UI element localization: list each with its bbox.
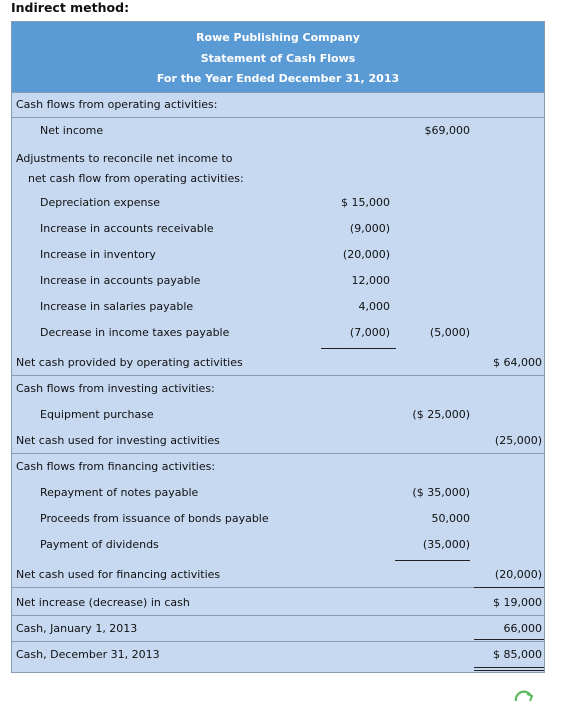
row-investing-heading: [12, 376, 544, 402]
total-rule: [474, 639, 544, 640]
subtotal-rule: [321, 348, 396, 349]
amount-col3: $ 19,000: [493, 596, 542, 609]
row-label: Adjustments to reconcile net income to: [16, 152, 233, 165]
statement-period: For the Year Ended December 31, 2013: [156, 72, 400, 85]
amount-col2: 50,000: [431, 512, 470, 525]
page-heading: Indirect method:: [11, 0, 130, 15]
row-label: Cash flows from investing activities:: [16, 382, 215, 395]
row-income-taxes-payable: [12, 320, 544, 346]
row-label: Depreciation expense: [40, 196, 160, 209]
row-accounts-receivable: [12, 216, 544, 242]
amount-col3: (25,000): [494, 434, 542, 447]
row-label: Increase in accounts receivable: [40, 222, 214, 235]
row-equipment-purchase: [12, 402, 544, 428]
row-net-increase: [12, 590, 544, 616]
amount-col2: ($ 35,000): [412, 486, 470, 499]
row-label: Net cash used for investing activities: [16, 434, 220, 447]
double-rule-bottom: [474, 670, 544, 671]
row-label-line2: net cash flow from operating activities:: [28, 172, 244, 185]
row-financing-heading: [12, 454, 544, 480]
amount-col2: (5,000): [429, 326, 470, 339]
row-label: Proceeds from issuance of bonds payable: [40, 512, 269, 525]
amount-col1: (20,000): [342, 248, 390, 261]
row-label: Increase in accounts payable: [40, 274, 201, 287]
row-label: Equipment purchase: [40, 408, 154, 421]
row-label: Net increase (decrease) in cash: [16, 596, 190, 609]
row-depreciation: [12, 190, 544, 216]
row-cash-ending: [12, 642, 544, 668]
amount-col3: $ 85,000: [493, 648, 542, 661]
row-net-investing: [12, 428, 544, 454]
amount-col1: $ 15,000: [341, 196, 390, 209]
row-label: Cash flows from operating activities:: [16, 98, 218, 111]
row-label: Cash flows from financing activities:: [16, 460, 216, 473]
row-dividends: [12, 532, 544, 558]
row-label: Increase in salaries payable: [40, 300, 194, 313]
row-label: Payment of dividends: [40, 538, 159, 551]
double-rule-top: [474, 667, 544, 668]
row-label: Increase in inventory: [40, 248, 156, 261]
row-label: Cash, January 1, 2013: [16, 622, 138, 635]
amount-col2: $69,000: [424, 124, 470, 137]
amount-col3: (20,000): [494, 568, 542, 581]
row-net-operating: [12, 350, 544, 376]
row-label: Cash, December 31, 2013: [16, 648, 160, 661]
amount-col1: 4,000: [358, 300, 390, 313]
row-label: Decrease in income taxes payable: [40, 326, 230, 339]
statement-header: [12, 22, 544, 93]
amount-col3: 66,000: [503, 622, 542, 635]
row-operating-heading: [12, 92, 544, 118]
row-label: Net income: [40, 124, 104, 137]
cash-flow-statement: [11, 21, 545, 673]
row-net-income: [12, 118, 544, 144]
company-name: Rowe Publishing Company: [196, 31, 360, 44]
row-net-financing: [12, 562, 544, 588]
row-accounts-payable: [12, 268, 544, 294]
subtotal-rule: [395, 560, 470, 561]
statement-title: Statement of Cash Flows: [200, 52, 356, 65]
row-inventory: [12, 242, 544, 268]
row-cash-beginning: [12, 616, 544, 642]
row-repayment-notes: [12, 480, 544, 506]
amount-col3: $ 64,000: [493, 356, 542, 369]
amount-col1: 12,000: [351, 274, 390, 287]
row-adjustments: [12, 144, 544, 188]
row-label: Net cash provided by operating activities: [16, 356, 243, 369]
total-rule: [474, 587, 544, 588]
amount-col2: ($ 25,000): [412, 408, 470, 421]
row-label: Repayment of notes payable: [40, 486, 199, 499]
amount-col1: (9,000): [349, 222, 390, 235]
row-bond-proceeds: [12, 506, 544, 532]
row-label: Net cash used for financing activities: [16, 568, 221, 581]
amount-col2: (35,000): [422, 538, 470, 551]
row-salaries-payable: [12, 294, 544, 320]
amount-col1: (7,000): [349, 326, 390, 339]
